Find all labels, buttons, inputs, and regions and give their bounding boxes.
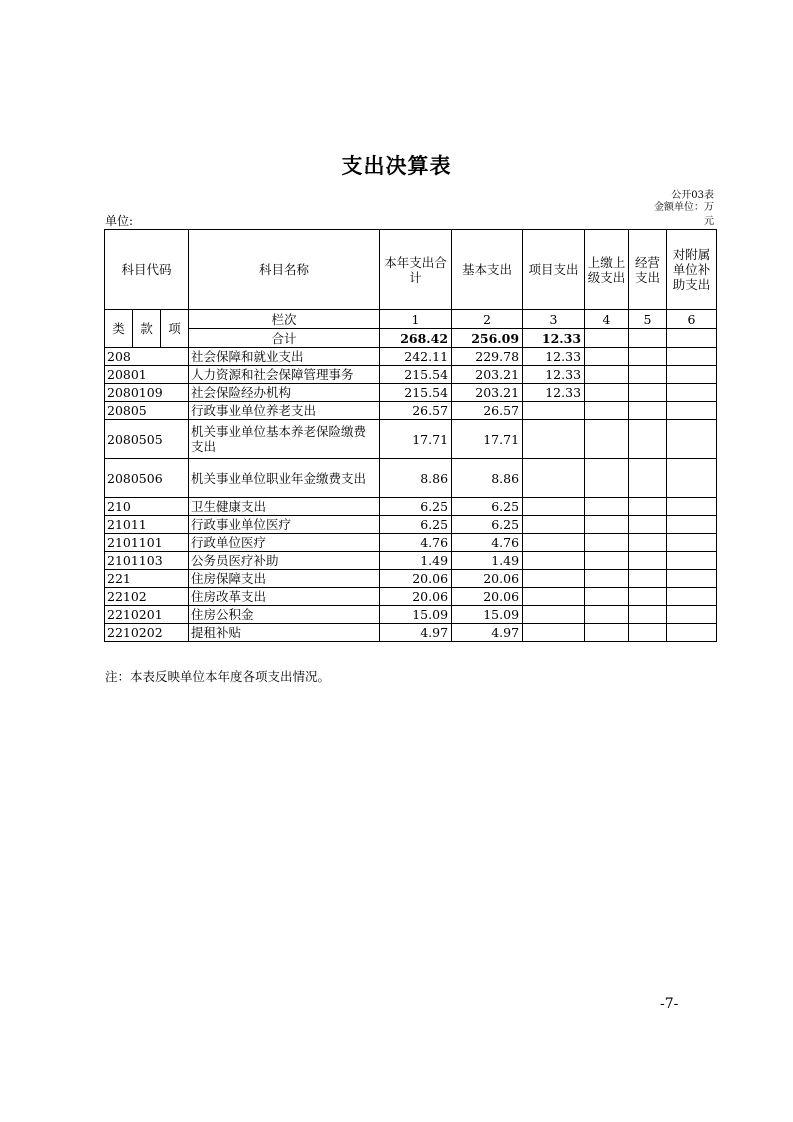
row-subsidy bbox=[667, 588, 717, 606]
header-basic: 基本支出 bbox=[452, 230, 523, 310]
table-row bbox=[105, 624, 717, 642]
row-total: 15.09 bbox=[380, 606, 452, 624]
row-upper bbox=[585, 459, 629, 498]
page-title: 支出决算表 bbox=[341, 154, 452, 178]
row-upper bbox=[585, 348, 629, 366]
row-code: 208 bbox=[105, 348, 189, 366]
header-xiang: 项 bbox=[161, 310, 189, 348]
row-code: 2080109 bbox=[105, 384, 189, 402]
row-operating bbox=[629, 516, 667, 534]
row-operating bbox=[629, 366, 667, 384]
row-total: 242.11 bbox=[380, 348, 452, 366]
row-total: 6.25 bbox=[380, 516, 452, 534]
row-upper bbox=[585, 498, 629, 516]
table-row bbox=[105, 570, 717, 588]
row-name: 社会保障和就业支出 bbox=[189, 348, 380, 366]
row-code: 2080506 bbox=[105, 459, 189, 498]
col-num-6: 6 bbox=[667, 310, 717, 329]
row-project bbox=[523, 588, 585, 606]
row-name: 行政事业单位医疗 bbox=[189, 516, 380, 534]
table-row bbox=[105, 552, 717, 570]
row-project: 12.33 bbox=[523, 366, 585, 384]
row-project bbox=[523, 624, 585, 642]
row-operating bbox=[629, 588, 667, 606]
row-total: 215.54 bbox=[380, 384, 452, 402]
header-subject-name: 科目名称 bbox=[189, 230, 380, 310]
row-upper bbox=[585, 366, 629, 384]
row-code: 2101101 bbox=[105, 534, 189, 552]
page-number: -7- bbox=[660, 996, 679, 1012]
table-row bbox=[105, 588, 717, 606]
row-basic: 6.25 bbox=[452, 498, 523, 516]
row-name: 住房公积金 bbox=[189, 606, 380, 624]
row-basic: 1.49 bbox=[452, 552, 523, 570]
row-subsidy bbox=[667, 402, 717, 420]
table-row bbox=[105, 366, 717, 384]
summary-row bbox=[105, 329, 717, 348]
row-subsidy bbox=[667, 348, 717, 366]
row-name: 机关事业单位基本养老保险缴费支出 bbox=[189, 420, 380, 459]
row-operating bbox=[629, 498, 667, 516]
table-row bbox=[105, 420, 717, 459]
summary-label: 合计 bbox=[189, 329, 380, 348]
unit-label: 单位: bbox=[105, 214, 134, 228]
row-subsidy bbox=[667, 534, 717, 552]
row-total: 215.54 bbox=[380, 366, 452, 384]
summary-subsidy bbox=[667, 329, 717, 348]
row-total: 20.06 bbox=[380, 588, 452, 606]
row-total: 20.06 bbox=[380, 570, 452, 588]
row-project bbox=[523, 402, 585, 420]
row-basic: 229.78 bbox=[452, 348, 523, 366]
row-project bbox=[523, 459, 585, 498]
row-upper bbox=[585, 570, 629, 588]
table-row bbox=[105, 459, 717, 498]
col-num-2: 2 bbox=[452, 310, 523, 329]
row-basic: 203.21 bbox=[452, 366, 523, 384]
row-code: 2101103 bbox=[105, 552, 189, 570]
table-row bbox=[105, 534, 717, 552]
row-project bbox=[523, 516, 585, 534]
row-operating bbox=[629, 420, 667, 459]
row-basic: 20.06 bbox=[452, 588, 523, 606]
expenditure-table bbox=[104, 229, 717, 642]
row-project bbox=[523, 534, 585, 552]
row-code: 20801 bbox=[105, 366, 189, 384]
row-name: 人力资源和社会保障管理事务 bbox=[189, 366, 380, 384]
row-basic: 4.97 bbox=[452, 624, 523, 642]
row-code: 2210201 bbox=[105, 606, 189, 624]
table-row bbox=[105, 402, 717, 420]
row-basic: 17.71 bbox=[452, 420, 523, 459]
amount-unit: 金额单位：万元 bbox=[654, 202, 714, 227]
row-basic: 4.76 bbox=[452, 534, 523, 552]
summary-project: 12.33 bbox=[523, 329, 585, 348]
row-operating bbox=[629, 552, 667, 570]
table-row bbox=[105, 384, 717, 402]
header-kuan: 款 bbox=[133, 310, 161, 348]
row-total: 17.71 bbox=[380, 420, 452, 459]
row-basic: 6.25 bbox=[452, 516, 523, 534]
row-total: 4.76 bbox=[380, 534, 452, 552]
row-total: 8.86 bbox=[380, 459, 452, 498]
row-total: 4.97 bbox=[380, 624, 452, 642]
row-subsidy bbox=[667, 606, 717, 624]
row-project: 12.33 bbox=[523, 384, 585, 402]
row-code: 2210202 bbox=[105, 624, 189, 642]
row-basic: 20.06 bbox=[452, 570, 523, 588]
row-subsidy bbox=[667, 420, 717, 459]
summary-basic: 256.09 bbox=[452, 329, 523, 348]
row-operating bbox=[629, 384, 667, 402]
header-subsidy: 对附属单位补助支出 bbox=[667, 230, 717, 310]
summary-total: 268.42 bbox=[380, 329, 452, 348]
row-subsidy bbox=[667, 366, 717, 384]
header-total: 本年支出合计 bbox=[380, 230, 452, 310]
row-total: 6.25 bbox=[380, 498, 452, 516]
row-subsidy bbox=[667, 624, 717, 642]
table-row bbox=[105, 516, 717, 534]
row-upper bbox=[585, 402, 629, 420]
row-project bbox=[523, 498, 585, 516]
col-num-3: 3 bbox=[523, 310, 585, 329]
row-name: 提租补贴 bbox=[189, 624, 380, 642]
row-total: 1.49 bbox=[380, 552, 452, 570]
header-subject-code: 科目代码 bbox=[105, 230, 189, 310]
row-operating bbox=[629, 606, 667, 624]
row-operating bbox=[629, 348, 667, 366]
row-subsidy bbox=[667, 498, 717, 516]
row-operating bbox=[629, 570, 667, 588]
col-num-4: 4 bbox=[585, 310, 629, 329]
header-project: 项目支出 bbox=[523, 230, 585, 310]
row-name: 住房改革支出 bbox=[189, 588, 380, 606]
row-project bbox=[523, 552, 585, 570]
row-project bbox=[523, 420, 585, 459]
table-row bbox=[105, 498, 717, 516]
row-basic: 8.86 bbox=[452, 459, 523, 498]
row-subsidy bbox=[667, 552, 717, 570]
col-num-1: 1 bbox=[380, 310, 452, 329]
summary-upper bbox=[585, 329, 629, 348]
header-lei: 类 bbox=[105, 310, 133, 348]
table-row bbox=[105, 348, 717, 366]
row-upper bbox=[585, 624, 629, 642]
row-total: 26.57 bbox=[380, 402, 452, 420]
row-code: 221 bbox=[105, 570, 189, 588]
row-code: 21011 bbox=[105, 516, 189, 534]
row-name: 行政单位医疗 bbox=[189, 534, 380, 552]
row-code: 2080505 bbox=[105, 420, 189, 459]
row-upper bbox=[585, 420, 629, 459]
row-operating bbox=[629, 459, 667, 498]
row-upper bbox=[585, 588, 629, 606]
form-code: 公开03表 bbox=[671, 190, 714, 201]
row-code: 20805 bbox=[105, 402, 189, 420]
summary-operating bbox=[629, 329, 667, 348]
row-upper bbox=[585, 534, 629, 552]
row-project bbox=[523, 606, 585, 624]
row-project bbox=[523, 570, 585, 588]
row-operating bbox=[629, 402, 667, 420]
row-basic: 15.09 bbox=[452, 606, 523, 624]
row-upper bbox=[585, 606, 629, 624]
row-name: 卫生健康支出 bbox=[189, 498, 380, 516]
header-operating: 经营支出 bbox=[629, 230, 667, 310]
row-upper bbox=[585, 552, 629, 570]
row-subsidy bbox=[667, 384, 717, 402]
row-operating bbox=[629, 624, 667, 642]
row-upper bbox=[585, 384, 629, 402]
row-basic: 203.21 bbox=[452, 384, 523, 402]
row-upper bbox=[585, 516, 629, 534]
row-name: 机关事业单位职业年金缴费支出 bbox=[189, 459, 380, 498]
row-code: 210 bbox=[105, 498, 189, 516]
row-name: 住房保障支出 bbox=[189, 570, 380, 588]
row-code: 22102 bbox=[105, 588, 189, 606]
row-subsidy bbox=[667, 570, 717, 588]
table-note: 注：本表反映单位本年度各项支出情况。 bbox=[105, 669, 331, 684]
row-operating bbox=[629, 534, 667, 552]
row-name: 行政事业单位养老支出 bbox=[189, 402, 380, 420]
row-name: 社会保险经办机构 bbox=[189, 384, 380, 402]
header-column-order: 栏次 bbox=[189, 310, 380, 329]
row-subsidy bbox=[667, 459, 717, 498]
table-row bbox=[105, 606, 717, 624]
col-num-5: 5 bbox=[629, 310, 667, 329]
row-name: 公务员医疗补助 bbox=[189, 552, 380, 570]
row-basic: 26.57 bbox=[452, 402, 523, 420]
row-subsidy bbox=[667, 516, 717, 534]
header-upper: 上缴上级支出 bbox=[585, 230, 629, 310]
row-project: 12.33 bbox=[523, 348, 585, 366]
